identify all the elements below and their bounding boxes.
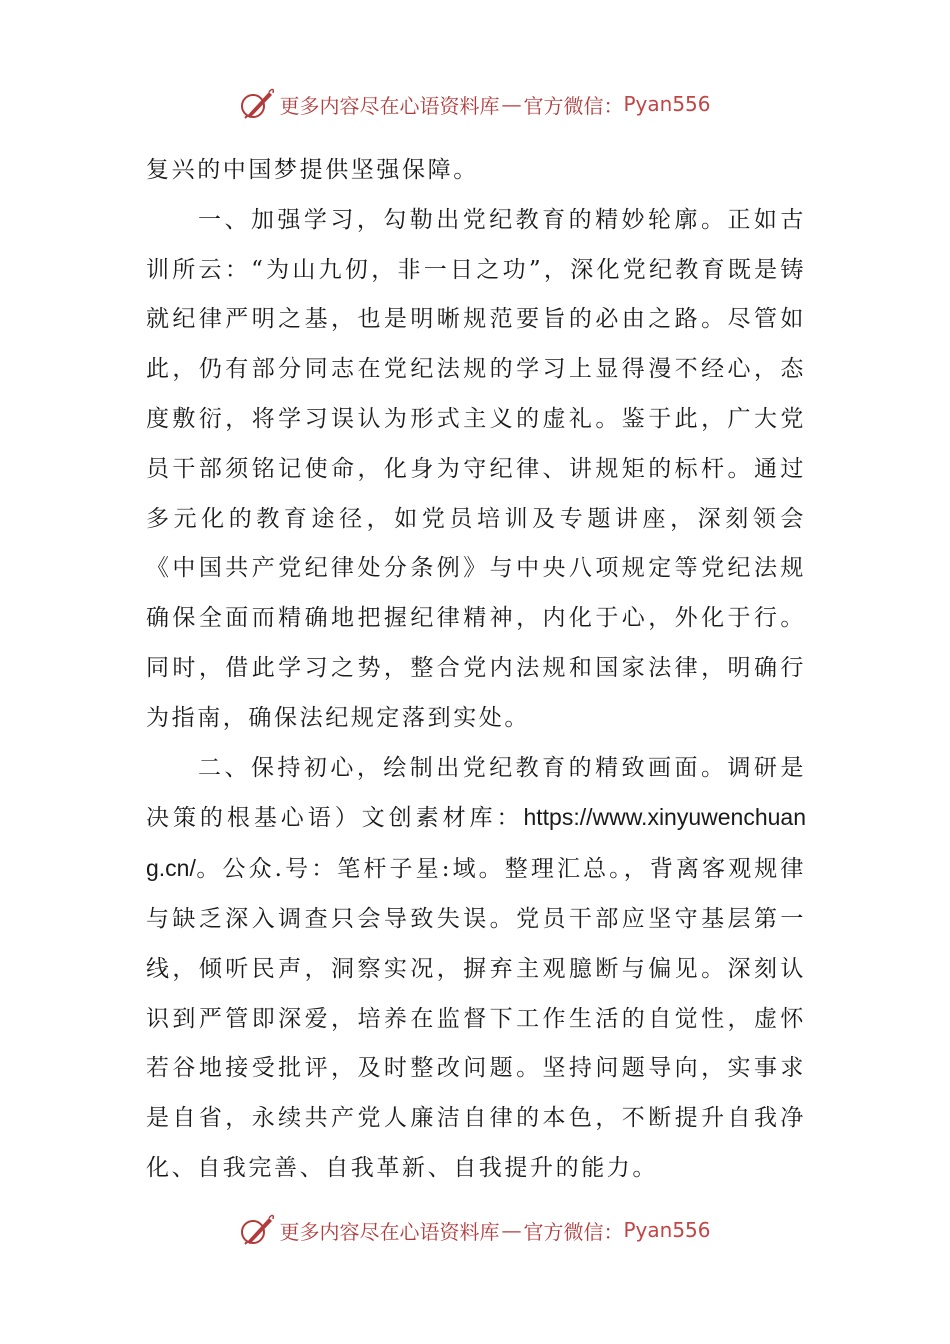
document-body (146, 146, 806, 1194)
banner-text: 更多内容尽在心语资料库 (279, 93, 500, 118)
quill-pen-logo-icon (239, 86, 275, 122)
banner-wechat-label: 官方微信： (523, 93, 624, 118)
paragraph-section-two-rest: 。公众.号：笔杆子星:域。整理汇总。，背离客观规律与缺乏深入调查只会导致失误。党员干部应坚守基层第一线，倾听民声，洞察实况，摒弃主观臆断与偏见。深刻认识到严管即深爱，培养在监督下工作生活的自觉性，虚怀若谷地接受批评，及时整改问题。坚持问题导向，实事求是自省，永续共产党人廉洁自律的本色，不断提升自我净化、自我完善、自我革新、自我提升的能力。 (146, 856, 806, 1181)
paragraph-section-two-lead: 二、保持初心，绘制出党纪教育的精致画面。调研是决策的根基心语）文创素材库： (146, 754, 806, 832)
paragraph-section-two (146, 744, 806, 1194)
paragraph-section-one: 一、加强学习，勾勒出党纪教育的精妙轮廓。正如古训所云：“为山九仞，非一日之功”，深化党纪教育既是铸就纪律严明之基，也是明晰规范要旨的必由之路。尽管如此，仍有部分同志在党纪法规的学习上显得漫不经心，态度敷衍，将学习误认为形式主义的虚礼。鉴于此，广大党员干部须铭记使命，化身为守纪律、讲规矩的标杆。通过多元化的教育途径，如党员培训及专题讲座，深刻领会《中国共产党纪律处分条例》与中央八项规定等党纪法规确保全面而精确地把握纪律精神，内化于心，外化于行。同时，借此学习之势，整合党内法规和国家法律，明确行为指南，确保法纪规定落到实处。 (146, 206, 806, 731)
banner-wechat-id: Pyan556 (623, 1218, 711, 1242)
footer-watermark-banner (0, 1210, 950, 1250)
quill-pen-logo-icon (239, 1212, 275, 1248)
banner-wechat-label: 官方微信： (523, 1219, 624, 1244)
banner-text: 更多内容尽在心语资料库 (279, 1219, 500, 1244)
paragraph-continued: 复兴的中国梦提供坚强保障。 (146, 157, 479, 183)
banner-dash: — (501, 1218, 522, 1242)
banner-dash: — (501, 92, 522, 116)
source-url-text: https://www.xinyuwenchuang.cn/ (146, 804, 806, 882)
banner-wechat-id: Pyan556 (623, 92, 711, 116)
header-watermark-banner (0, 84, 950, 124)
